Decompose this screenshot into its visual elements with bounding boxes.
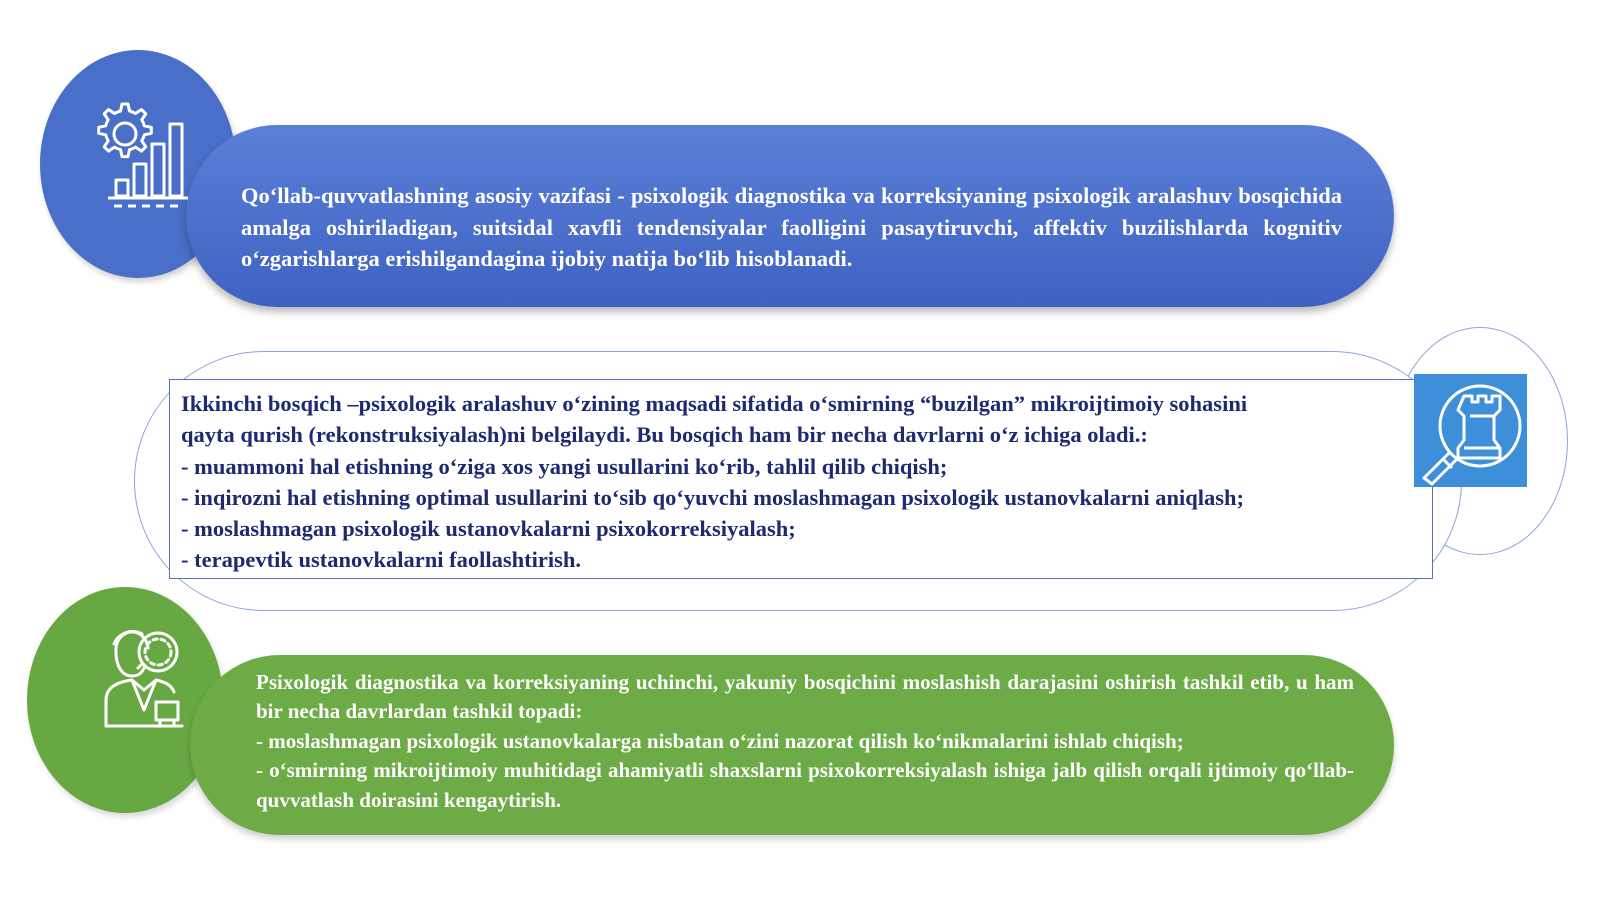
stage-2-list-item: - terapevtik ustanovkalarni faollashtirish. [181, 547, 582, 573]
stage-3-paragraph: Psixologik diagnostika va korreksiyaning uchinchi, yakuniy bosqichini moslashish darajasini oshirish tashkil etib, u ham bir necha davrlardan tashkil topadi: [256, 670, 1354, 724]
stage-1-text: Qo‘llab-quvvatlashning asosiy vazifasi - psixologik diagnostika va korreksiyaning psixologik aralashuv bosqichida amalga oshiriladigan, suitsidal xavfli tendensiyalar faolligini pasaytiruvchi, affektiv buzilishlarda kognitiv o‘zgarishlarga erishilgandagina ijobiy natija bo‘lib hisoblanadi. [241, 183, 1342, 271]
stage-2-text [181, 388, 1421, 576]
gear-growth-chart-icon [86, 92, 196, 212]
stage-2-line: Ikkinchi bosqich –psixologik aralashuv o‘zining maqsadi sifatida o‘smirning “buzilgan” mikroijtimoiy sohasini [181, 391, 1248, 416]
person-magnifier-icon [96, 622, 192, 734]
chess-rook-magnifier-icon [1414, 374, 1527, 487]
stage-2-list-item: - moslashmagan psixologik ustanovkalarni psixokorreksiyalash; [181, 516, 796, 542]
stage-3-list-item: - moslashmagan psixologik ustanovkalarga nisbatan o‘zini nazorat qilish ko‘nikmalarini ishlab chiqish; [256, 728, 1184, 753]
stage-2-list-item: - muammoni hal etishning o‘ziga xos yangi usullarini ko‘rib, tahlil qilib chiqish; [181, 453, 948, 479]
stage-2-list-item: - inqirozni hal etishning optimal usullarini to‘sib qo‘yuvchi moslashmagan psixologik ustanovkalarni aniqlash; [181, 484, 1244, 510]
stage-3-text [256, 668, 1354, 815]
stage-3-list-item: - o‘smirning mikroijtimoiy muhitidagi ahamiyatli shaxslarni psixokorreksiyalash ishiga jalb qilish orqali ijtimoiy qo‘llab-quvvatlash doirasini kengaytirish. [256, 758, 1354, 812]
stage-2-line: qayta qurish (rekonstruksiyalash)ni belgilaydi. Bu bosqich ham bir necha davrlarni o‘z ichiga oladi.: [181, 422, 1148, 448]
